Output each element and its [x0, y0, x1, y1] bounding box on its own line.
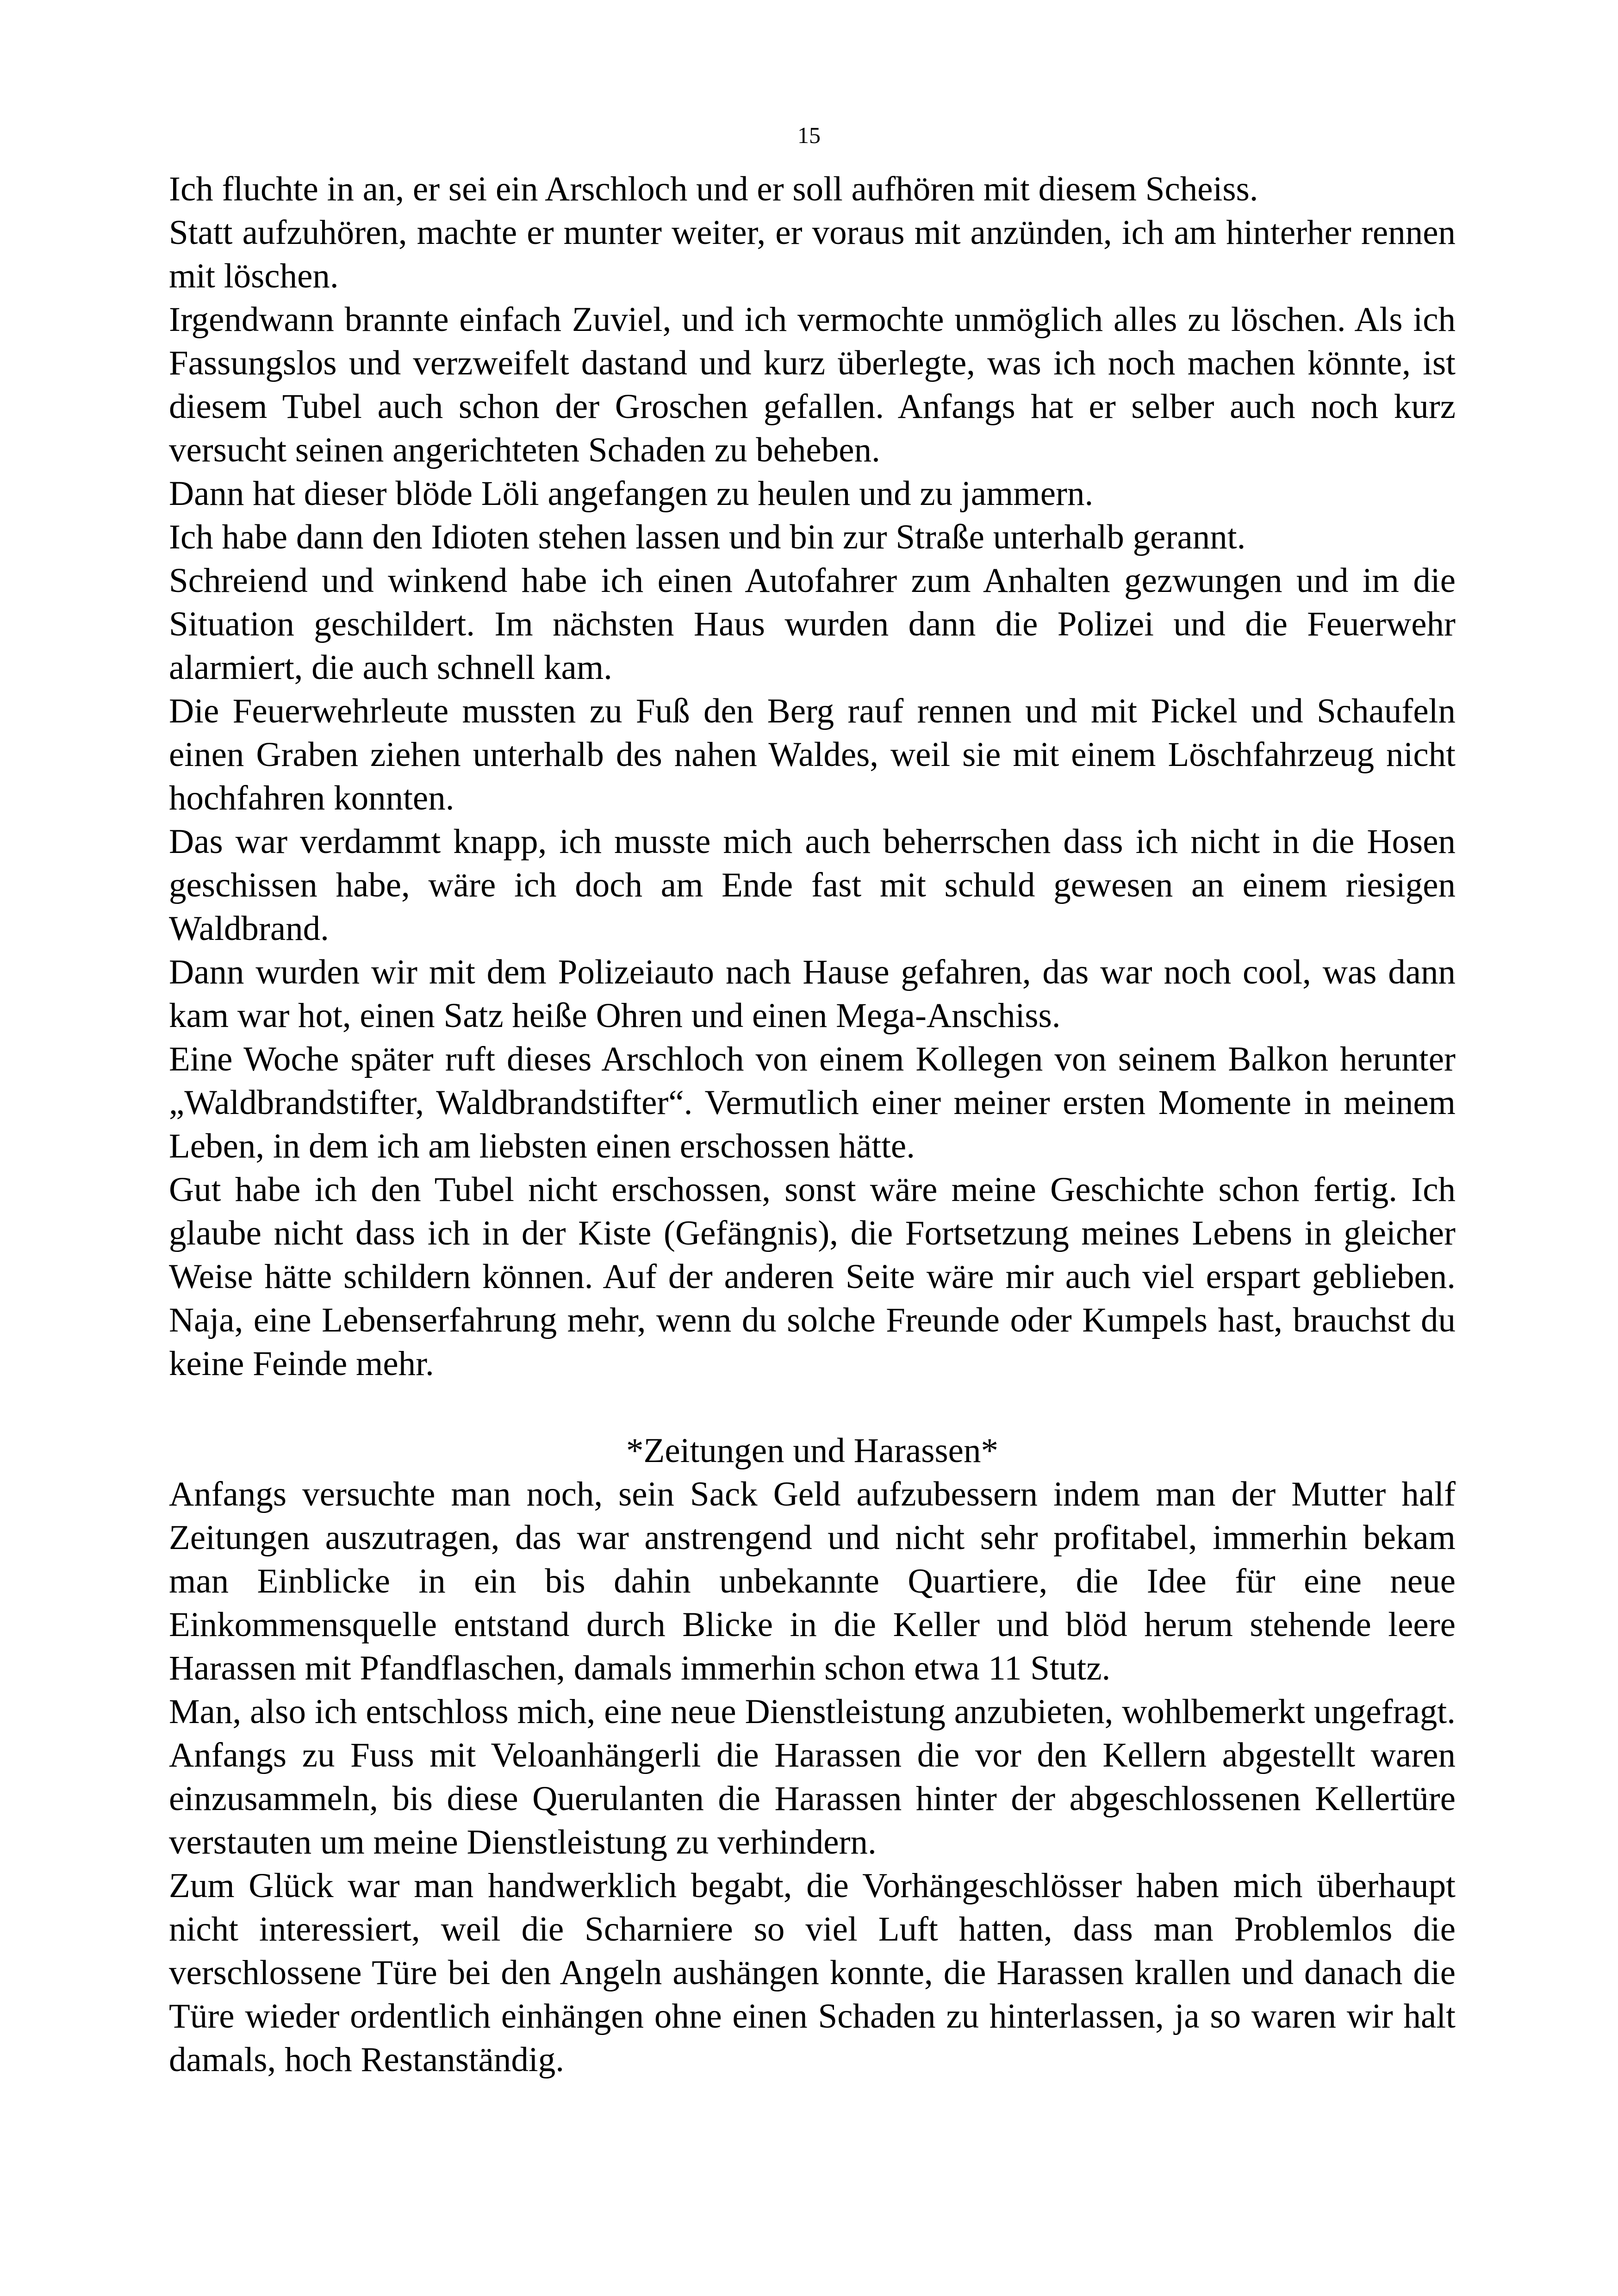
- paragraph: Dann hat dieser blöde Löli angefangen zu heulen und zu jammern.: [169, 474, 1094, 513]
- body-text: [169, 168, 1456, 2082]
- section-heading: *Zeitungen und Harassen*: [626, 1431, 998, 1470]
- paragraph: Man, also ich entschloss mich, eine neue Dienstleistung anzubieten, wohlbemerkt ungefragt. Anfangs zu Fuss mit Veloanhängerli die Harassen die vor den Kellern abgestellt waren einzusammeln, bis diese Querulanten die Harassen hinter der abgeschlossenen Kellertüre verstauten um meine Dienstleistung zu verhindern.: [169, 1692, 1456, 1861]
- paragraph: Ich fluchte in an, er sei ein Arschloch und er soll aufhören mit diesem Scheiss.: [169, 170, 1258, 208]
- paragraph: Anfangs versuchte man noch, sein Sack Geld aufzubessern indem man der Mutter half Zeitungen auszutragen, das war anstrengend und nicht sehr profitabel, immerhin bekam man Einblicke in ein bis dahin unbekannte Quartiere, die Idee für eine neue Einkommensquelle entstand durch Blicke in die Keller und blöd herum stehende leere Harassen mit Pfandflaschen, damals immerhin schon etwa 11 Stutz.: [169, 1475, 1456, 1687]
- paragraph: Dann wurden wir mit dem Polizeiauto nach Hause gefahren, das war noch cool, was dann kam war hot, einen Satz heiße Ohren und einen Mega-Anschiss.: [169, 953, 1456, 1035]
- paragraph: Eine Woche später ruft dieses Arschloch von einem Kollegen von seinem Balkon herunter „Waldbrandstifter, Waldbrandstifter“. Vermutlich einer meiner ersten Momente in meinem Leben, in dem ich am liebsten einen erschossen hätte.: [169, 1040, 1456, 1165]
- paragraph: Zum Glück war man handwerklich begabt, die Vorhängeschlösser haben mich überhaupt nicht interessiert, weil die Scharniere so viel Luft hatten, dass man Problemlos die verschlossene Türe bei den Angeln aushängen konnte, die Harassen krallen und danach die Türe wieder ordentlich einhängen ohne einen Schaden zu hinterlassen, ja so waren wir halt damals, hoch Restanständig.: [169, 1867, 1456, 2079]
- paragraph: Irgendwann brannte einfach Zuviel, und ich vermochte unmöglich alles zu löschen. Als ich Fassungslos und verzweifelt dastand und kurz überlegte, was ich noch machen könnte, ist diesem Tubel auch schon der Groschen gefallen. Anfangs hat er selber auch noch kurz versucht seinen angerichteten Schaden zu beheben.: [169, 300, 1456, 469]
- paragraph: Gut habe ich den Tubel nicht erschossen, sonst wäre meine Geschichte schon fertig. Ich glaube nicht dass ich in der Kiste (Gefängnis), die Fortsetzung meines Lebens in gleicher Weise hätte schildern können. Auf der anderen Seite wäre mir auch viel erspart geblieben. Naja, eine Lebenserfahrung mehr, wenn du solche Freunde oder Kumpels hast, brauchst du keine Feinde mehr.: [169, 1170, 1456, 1383]
- paragraph: Das war verdammt knapp, ich musste mich auch beherrschen dass ich nicht in die Hosen geschissen habe, wäre ich doch am Ende fast mit schuld gewesen an einem riesigen Waldbrand.: [169, 822, 1456, 948]
- page-number: 15: [797, 122, 821, 148]
- paragraph: Ich habe dann den Idioten stehen lassen und bin zur Straße unterhalb gerannt.: [169, 518, 1246, 556]
- paragraph: Die Feuerwehrleute mussten zu Fuß den Berg rauf rennen und mit Pickel und Schaufeln einen Graben ziehen unterhalb des nahen Waldes, weil sie mit einem Löschfahrzeug nicht hochfahren konnten.: [169, 692, 1456, 817]
- paragraph: Schreiend und winkend habe ich einen Autofahrer zum Anhalten gezwungen und im die Situation geschildert. Im nächsten Haus wurden dann die Polizei und die Feuerwehr alarmiert, die auch schnell kam.: [169, 561, 1456, 687]
- paragraph: Statt aufzuhören, machte er munter weiter, er voraus mit anzünden, ich am hinterher rennen mit löschen.: [169, 213, 1456, 295]
